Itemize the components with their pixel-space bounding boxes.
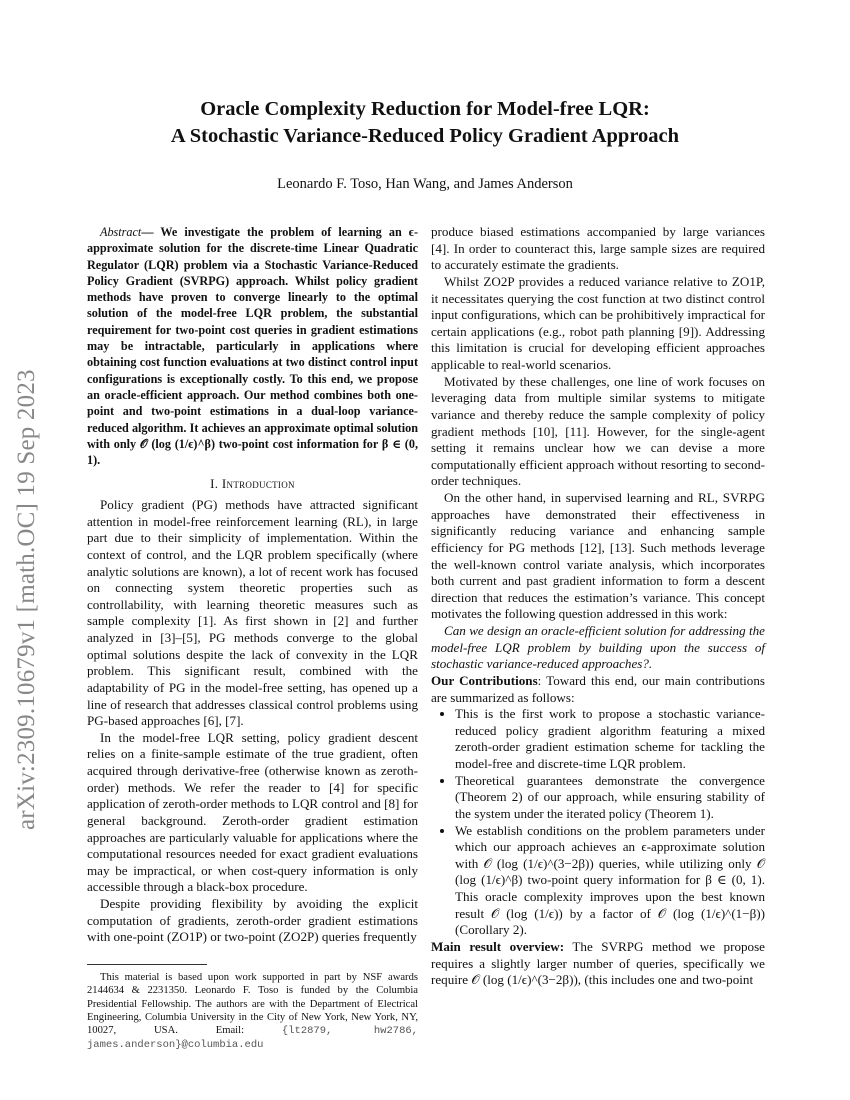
paper-title xyxy=(0,96,850,150)
contributions-intro: Our Contributions: Toward this end, our main contributions are summarized as follows: xyxy=(431,672,765,705)
research-question: Can we design an oracle-efficient solution for addressing the model-free LQR problem by building upon the success of stochastic variance-reduced approaches?. xyxy=(431,623,765,672)
footnote-email[interactable]: {lt2879, hw2786, james.anderson}@columbia.edu xyxy=(87,1025,418,1052)
right-column xyxy=(431,224,765,989)
title-line-2: A Stochastic Variance-Reduced Policy Gradient Approach xyxy=(170,125,680,147)
authors: Leonardo F. Toso, Han Wang, and James Anderson xyxy=(277,176,573,192)
title-line-1: Oracle Complexity Reduction for Model-free LQR: xyxy=(200,98,650,120)
section-heading-introduction: I. Introduction xyxy=(210,476,295,492)
abstract-label: Abstract xyxy=(100,225,142,239)
list-item: • We establish conditions on the problem parameters under which our approach achieves an ϵ-approximate solution with 𝒪 (log (1/ϵ)^(3−2β)) queries, while utilizing only 𝒪 (log (1/ϵ)^β) two-point query information for β ∈ (0, 1). This oracle complexity improves upon the best known result 𝒪 (log (1/ϵ)) by a factor of 𝒪 (log (1/ϵ)^(1−β)) (Corollary 2). xyxy=(455,823,765,939)
footnote-rule xyxy=(87,964,207,965)
paragraph: Motivated by these challenges, one line of work focuses on leveraging data from multiple similar systems to mitigate variance and thereby reduce the sample complexity of policy gradient methods [10], [11]. However, for the single-agent setting it remains unclear how we can devise a more computationally efficient approach without resorting to second-order techniques. xyxy=(431,373,765,489)
paragraph: In the model-free LQR setting, policy gradient descent relies on a finite-sample estimate of the true gradient, often acquired through derivative-free (otherwise known as zeroth-order) methods. We refer the reader to [4] for specific application of zeroth-order methods to LQR control and [8] for general background. Zeroth-order gradient estimation approaches are particularly valuable for applications where the computational resources needed for exact gradient evaluations may be impractical, or when cost-query information is only accessible through a black-box procedure. xyxy=(87,729,418,895)
abstract xyxy=(87,224,418,468)
contributions-list xyxy=(431,706,765,939)
list-item: • Theoretical guarantees demonstrate the convergence (Theorem 2) of our approach, while ensuring stability of the system under the iterated policy (Theorem 1). xyxy=(455,773,765,823)
abstract-text: — We investigate the problem of learning an ϵ-approximate solution for the discrete-time Linear Quadratic Regulator (LQR) problem via a Stochastic Variance-Reduced Policy Gradient (SVRPG) approach. Whilst policy gradient methods have proven to converge linearly to the optimal solution of the model-free LQR problem, the substantial requirement for two-point cost queries in gradient estimations may be intractable, particularly in applications where obtaining cost function evaluations at two distinct control input configurations is exceptionally costly. To this end, we propose an oracle-efficient approach. Our method combines both one-point and two-point estimations in a dual-loop variance-reduced algorithm. It achieves an approximate optimal solution with only 𝒪 (log (1/ϵ)^β) two-point cost information for β ∈ (0, 1). xyxy=(87,225,418,468)
footnote xyxy=(87,971,418,1053)
main-result-overview: Main result overview: The SVRPG method we propose requires a slightly larger number of queries, specifically we require 𝒪 (log (1/ϵ)^(3−2β)), (this includes one and two-point xyxy=(431,938,765,988)
paragraph: On the other hand, in supervised learning and RL, SVRPG approaches have demonstrated their effectiveness in significantly reducing variance and enhancing sample efficiency for PG methods [12], [13]. Such methods leverage the well-known control variate analysis, which incorporates both current and past gradient information to form a descent direction that reduces the estimation’s variance. This concept motivates the following question addressed in this work: xyxy=(431,490,765,622)
paragraph: Whilst ZO2P provides a reduced variance relative to ZO1P, it necessitates querying the cost function at two distinct control input configurations, which can be prohibitively impractical for certain applications (e.g., robot path planning [9]). Addressing this limitation is crucial for developing efficient approaches applicable to real-world scenarios. xyxy=(431,273,765,372)
arxiv-stamp: arXiv:2309.10679v1 [math.OC] 19 Sep 2023 xyxy=(13,369,40,830)
paragraph: Policy gradient (PG) methods have attracted significant attention in model-free reinforcement learning (RL), in large part due to their simplicity of implementation. Within the context of control, and the LQR problem specifically (where analytic solutions are known), a lot of recent work has focused on connecting system theoretic properties such as controllability, with learning theoretic measures such as sample complexity [1]. As first shown in [2] and further analyzed in [3]–[5], PG methods converge to the global optimal solutions despite the lack of convexity in the LQR problem. This significant result, combined with the adaptability of PG in the model-free setting, has opened up a line of research that addresses classical control problems using PG-based approaches [6], [7]. xyxy=(87,497,418,729)
list-item: • This is the first work to propose a stochastic variance-reduced policy gradient algorithm featuring a mixed zeroth-order gradient estimation scheme for tackling the model-free and discrete-time LQR problem. xyxy=(455,706,765,773)
paragraph: produce biased estimations accompanied by large variances [4]. In order to counteract this, large sample sizes are required to accurately estimate the gradients. xyxy=(431,224,765,273)
left-column xyxy=(87,224,418,1053)
footnote-text: This material is based upon work supported in part by NSF awards 2144634 & 2231350. Leonardo F. Toso is funded by the Columbia Presidential Fellowship. The authors are with the Department of Electrical Engineering, Columbia University in the City of New York, New York, NY, 10027, USA. Email: xyxy=(87,971,418,1037)
paragraph: Despite providing flexibility by avoiding the explicit computation of gradients, zeroth-order gradient estimations with one-point (ZO1P) or two-point (ZO2P) queries frequently xyxy=(87,896,418,945)
